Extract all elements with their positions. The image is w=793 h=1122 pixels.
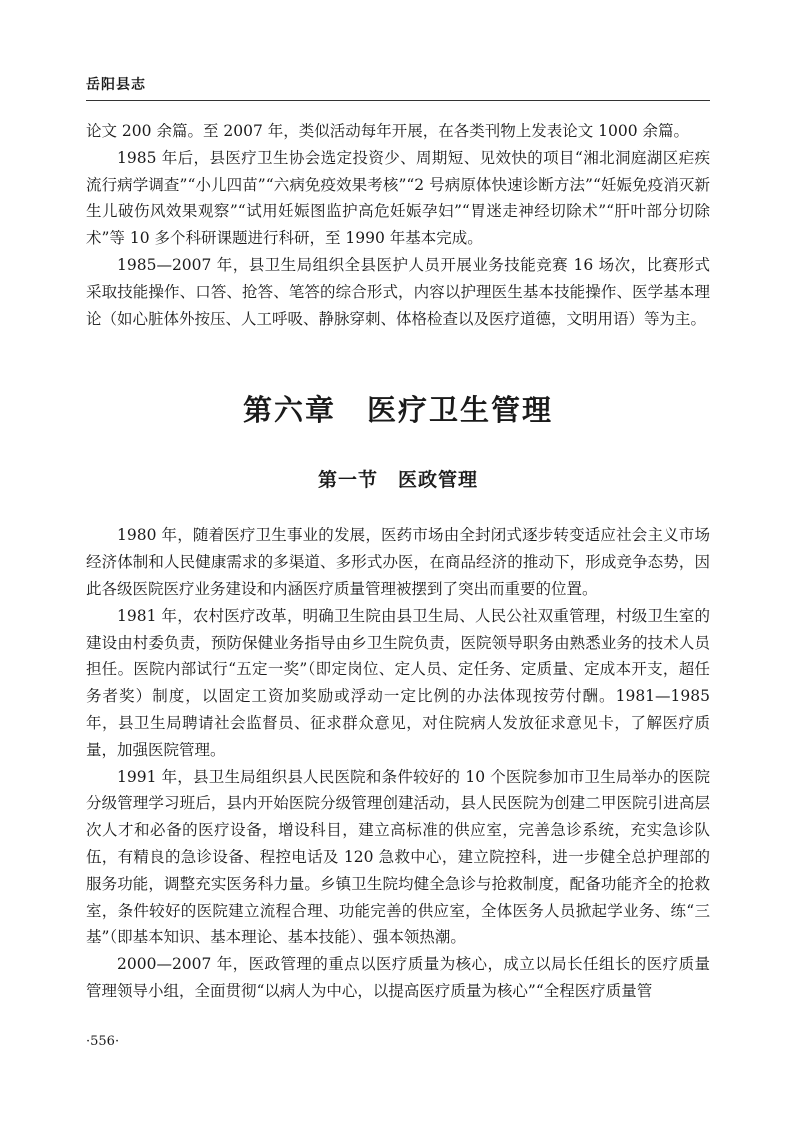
intro-paragraph-2: 1985 年后，县医疗卫生协会选定投资少、周期短、见效快的项目“湘北洞庭湖区疟疾流行病学调查”“小儿四苗”“六病免疫效果考核”“2 号病原体快速诊断方法”“妊娠免疫消灭新生儿破伤风效果观察”“试用妊娠图监护高危妊娠孕妇”“胃迷走神经切除术”“肝叶部分切除术”等 10 多个科研课题进行科研，至 1990 年基本完成。 [86,148,710,248]
section-title: 第一节 医政管理 [317,469,478,492]
header-rule [86,100,710,101]
body-paragraph-1: 1980 年，随着医疗卫生事业的发展，医药市场由全封闭式逐步转变适应社会主义市场经济体制和人民健康需求的多渠道、多形式办医，在商品经济的推动下，形成竞争态势，因此各级医院医疗业务建设和内涵医疗质量管理被摆到了突出而重要的位置。 [86,526,710,598]
body-paragraph-3: 1991 年，县卫生局组织县人民医院和条件较好的 10 个医院参加市卫生局举办的医院分级管理学习班后，县内开始医院分级管理创建活动，县人民医院为创建二甲医院引进高层次人才和必备的医疗设备，增设科目，建立高标准的供应室，完善急诊系统，充实急诊队伍，有精良的急诊设备、程控电话及 120 急救中心，建立院控科，进一步健全总护理部的服务功能，调整充实医务科力量。乡镇卫生院均健全急诊与抢救制度，配备功能齐全的抢救室，条件较好的医院建立流程合理、功能完善的供应室，全体医务人员掀起学业务、练“三基”（即基本知识、基本理论、基本技能）、强本领热潮。 [86,767,710,947]
body-paragraph-2: 1981 年，农村医疗改革，明确卫生院由县卫生局、人民公社双重管理，村级卫生室的建设由村委负责，预防保健业务指导由乡卫生院负责，医院领导职务由熟悉业务的技术人员担任。医院内部试行“五定一奖”（即定岗位、定人员、定任务、定质量、定成本开支，超任务者奖）制度，以固定工资加奖励或浮动一定比例的办法体现按劳付酬。1981—1985 年，县卫生局聘请社会监督员、征求群众意见，对住院病人发放征求意见卡，了解医疗质量，加强医院管理。 [86,606,710,759]
intro-paragraph-3: 1985—2007 年，县卫生局组织全县医护人员开展业务技能竞赛 16 场次，比赛形式采取技能操作、口答、抢答、笔答的综合形式，内容以护理医生基本技能操作、医学基本理论（如心脏体外按压、人工呼吸、静脉穿刺、体格检查以及医疗道德，文明用语）等为主。 [86,255,710,328]
page-content [86,118,710,1005]
running-header-title: 岳阳县志 [86,77,146,93]
page-number: ·556· [86,1034,120,1049]
intro-paragraph-1: 论文 200 余篇。至 2007 年，类似活动每年开展，在各类刊物上发表论文 1000 余篇。 [86,122,690,140]
body-paragraph-4: 2000—2007 年，医政管理的重点以医疗质量为核心，成立以局长任组长的医疗质量管理领导小组，全面贯彻“以病人为中心，以提高医疗质量为核心”“全程医疗质量管 [86,955,710,1000]
chapter-title: 第六章 医疗卫生管理 [242,393,553,428]
